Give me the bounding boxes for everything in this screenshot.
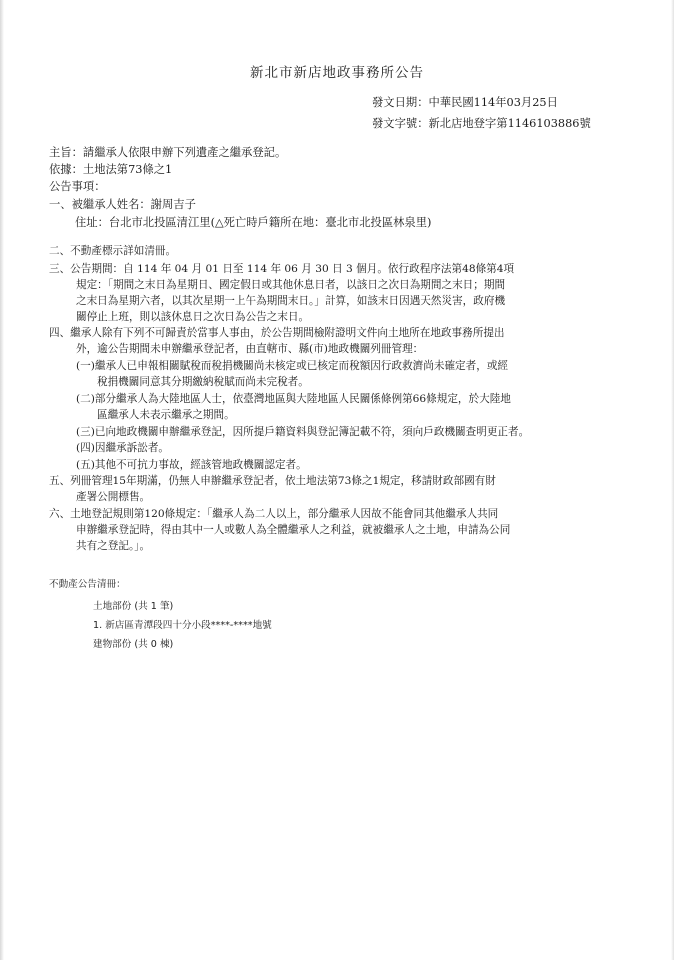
item4-sub2-line2: 區繼承人未表示繼承之期間。 — [97, 409, 235, 421]
issue-date: 發文日期：中華民國114年03月25日 — [372, 96, 558, 109]
document-title: 新北市新店地政事務所公告 — [250, 65, 424, 81]
item5-line1: 五、列冊管理15年期滿，仍無人申辦繼承登記者，依土地法第73條之1規定，移請財政部國有財 — [49, 475, 496, 487]
building-count: 建物部份 (共 0 棟) — [93, 639, 174, 650]
land-count: 土地部份 (共 1 筆) — [93, 601, 174, 612]
item4-sub3: (三)已向地政機關申辦繼承登記，因所提戶籍資料與登記簿記載不符，須向戶政機關查明更正者。 — [76, 426, 530, 438]
item4-sub2-line1: (二)部分繼承人為大陸地區人士，依臺灣地區與大陸地區人民關係條例第66條規定，於大陸地 — [76, 393, 511, 405]
land-item-1: 1. 新店區青潭段四十分小段****-****地號 — [93, 620, 272, 631]
item1-address: 住址：台北市北投區清江里(△死亡時戶籍所在地：臺北市北投區林泉里) — [75, 216, 432, 229]
item4-sub1-line1: (一)繼承人已申報相關賦稅而稅捐機關尚未核定或已核定而稅額因行政救濟尚未確定者，或經 — [76, 360, 509, 372]
item3-period-line3: 之末日為星期六者，以其次星期一上午為期間末日。」計算，如該末日因遇天然災害，政府機 — [76, 295, 506, 307]
item3-period-line4: 關停止上班，則以該休息日之次日為公告之末日。 — [76, 311, 310, 323]
basis-line: 依據：土地法第73條之1 — [49, 163, 173, 176]
item4-line2: 外，逾公告期間未申辦繼承登記者，由直轄市、縣(市)地政機關列冊管理： — [76, 343, 424, 355]
item4-sub4: (四)因繼承訴訟者。 — [76, 442, 170, 454]
item2-property-list: 二、不動產標示詳如清冊。 — [49, 245, 177, 257]
item4-sub1-line2: 稅捐機關同意其分期繳納稅賦而尚未完稅者。 — [97, 376, 309, 388]
item3-period-line2: 規定：「期間之末日為星期日、國定假日或其他休息日者，以該日之次日為期間之末日；期間 — [76, 279, 506, 291]
item5-line2: 產署公開標售。 — [76, 491, 151, 503]
item6-line3: 共有之登記。」。 — [76, 540, 151, 552]
scan-edge-left — [0, 0, 4, 960]
item4-sub5: (五)其他不可抗力事故，經該管地政機關認定者。 — [76, 459, 307, 471]
item4-line1: 四、繼承人除有下列不可歸責於當事人事由，於公告期間檢附證明文件向土地所在地政事務所提出 — [49, 327, 505, 339]
item3-period-line1: 三、公告期間：自 114 年 04 月 01 日至 114 年 06 月 30 日 3 個月。依行政程序法第48條第4項 — [49, 263, 515, 275]
purpose-line: 主旨：請繼承人依限申辦下列遺產之繼承登記。 — [49, 146, 287, 159]
item6-line1: 六、土地登記規則第120條規定：「繼承人為二人以上，部分繼承人因故不能會同其他繼承人共同 — [49, 508, 499, 520]
item6-line2: 申辦繼承登記時，得由其中一人或數人為全體繼承人之利益，就被繼承人之土地，申請為公同 — [76, 524, 511, 536]
notice-heading: 公告事項： — [49, 180, 106, 193]
item1-deceased-name: 一、被繼承人姓名：謝周吉子 — [49, 198, 196, 211]
property-list-heading: 不動產公告清冊： — [49, 579, 126, 590]
issue-number: 發文字號：新北店地登字第1146103886號 — [372, 117, 591, 130]
